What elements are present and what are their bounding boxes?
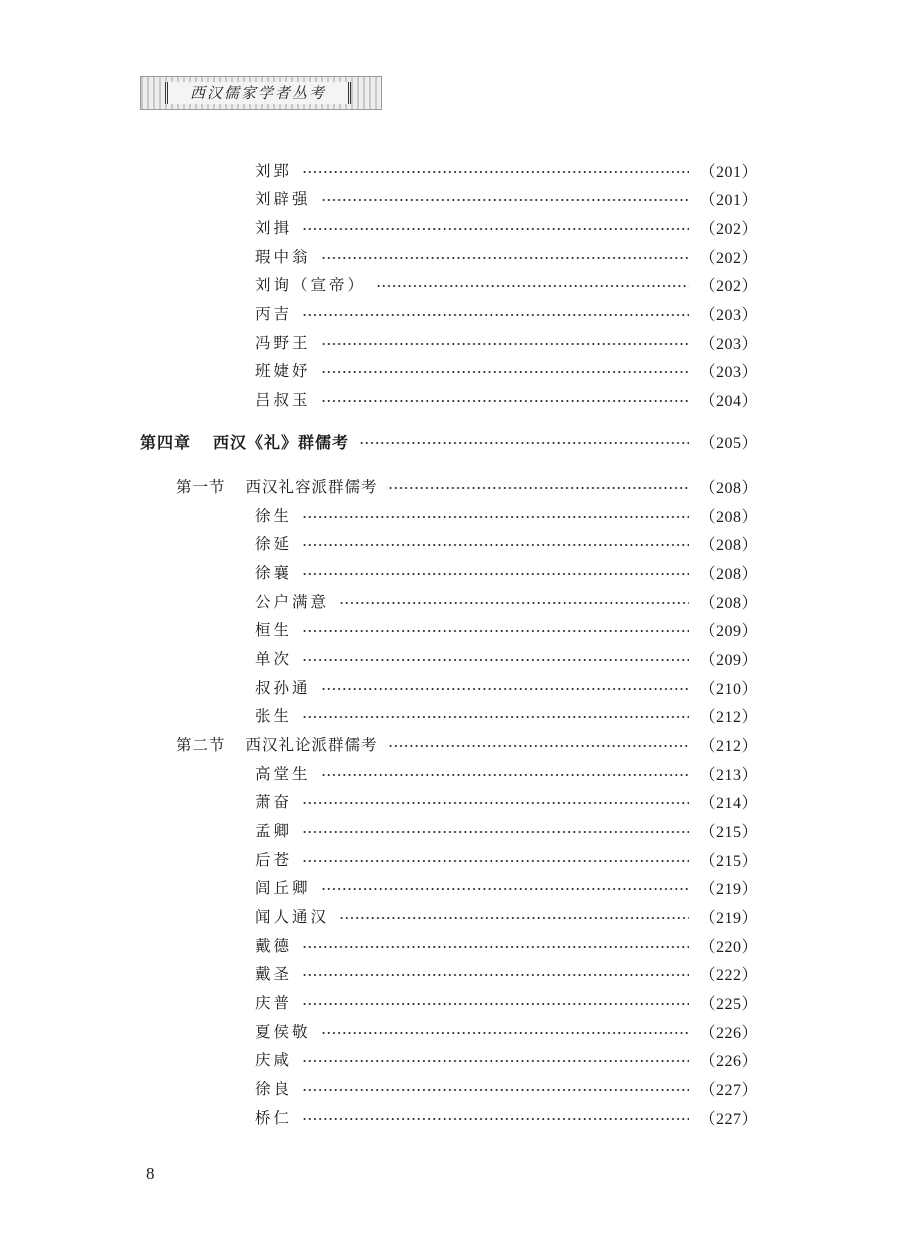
toc-entry-page: （204） — [699, 392, 758, 410]
toc-entry-page: （214） — [699, 794, 758, 812]
leader-dots — [321, 199, 690, 201]
toc-entry-page: （220） — [699, 938, 758, 956]
toc-entry[interactable] — [0, 904, 758, 928]
leader-dots — [302, 544, 689, 546]
toc-entry-name: 徐襄 — [255, 564, 293, 582]
toc-entry-name: 叔孙通 — [255, 679, 311, 697]
leader-dots — [302, 1118, 689, 1120]
toc-entry-name: 张生 — [255, 707, 293, 725]
toc-entry-page: （209） — [699, 651, 758, 669]
toc-section-heading[interactable] — [0, 474, 758, 498]
toc-entry-name: 庆普 — [255, 994, 293, 1012]
toc-entry-name: 丙吉 — [255, 305, 293, 323]
section-page: （212） — [699, 737, 758, 755]
toc-entry-name: 庆咸 — [255, 1051, 293, 1069]
toc-entry[interactable] — [0, 1047, 758, 1071]
toc-entry-page: （208） — [699, 536, 758, 554]
toc-entry-page: （219） — [699, 909, 758, 927]
leader-dots — [302, 516, 689, 518]
toc-entry-page: （209） — [699, 622, 758, 640]
toc-entry[interactable] — [0, 301, 758, 325]
leader-dots — [321, 343, 690, 345]
toc-entry-page: （201） — [699, 163, 758, 181]
leader-dots — [339, 602, 689, 604]
toc-entry-name: 闾丘卿 — [255, 879, 311, 897]
leader-dots — [388, 745, 690, 747]
leader-dots — [321, 774, 690, 776]
leader-dots — [321, 688, 690, 690]
toc-entry[interactable] — [0, 560, 758, 584]
toc-entry-page: （222） — [699, 966, 758, 984]
toc-entry-name: 公户满意 — [255, 593, 330, 611]
toc-entry-page: （226） — [699, 1052, 758, 1070]
section-page: （208） — [699, 479, 758, 497]
section-label — [176, 733, 388, 755]
toc-entry-name: 单次 — [255, 650, 293, 668]
toc-entry-name: 高堂生 — [255, 765, 311, 783]
toc-entry-name: 戴圣 — [255, 965, 293, 983]
toc-entry[interactable] — [0, 330, 758, 354]
section-title: 西汉礼容派群儒考 — [245, 478, 378, 496]
toc-entry[interactable] — [0, 244, 758, 268]
toc-entry-name: 吕叔玉 — [255, 391, 311, 409]
toc-entry-page: （203） — [699, 335, 758, 353]
leader-dots — [302, 630, 689, 632]
toc-entry-page: （215） — [699, 823, 758, 841]
toc-entry-page: （225） — [699, 995, 758, 1013]
section-number: 第一节 — [176, 478, 226, 496]
leader-dots — [302, 831, 689, 833]
leader-dots — [302, 860, 689, 862]
toc-entry-name: 班婕妤 — [255, 362, 311, 380]
toc-entry-name: 孟卿 — [255, 822, 293, 840]
leader-dots — [321, 371, 690, 373]
toc-entry[interactable] — [0, 358, 758, 382]
leader-dots — [302, 573, 689, 575]
toc-entry-name: 徐延 — [255, 535, 293, 553]
toc-entry[interactable] — [0, 503, 758, 527]
toc-entry[interactable] — [0, 1019, 758, 1043]
toc-entry-name: 刘询（宣帝） — [255, 276, 367, 294]
toc-entry-name: 冯野王 — [255, 334, 311, 352]
toc-entry-page: （226） — [699, 1024, 758, 1042]
leader-dots — [302, 974, 689, 976]
toc-entry[interactable] — [0, 789, 758, 813]
toc-section-heading[interactable] — [0, 732, 758, 756]
toc-entry[interactable] — [0, 617, 758, 641]
toc-entry[interactable] — [0, 272, 758, 296]
chapter-number: 第四章 — [140, 432, 192, 452]
toc-chapter-heading[interactable] — [0, 429, 758, 453]
toc-entry-name: 刘郢 — [255, 162, 293, 180]
toc-entry[interactable] — [0, 589, 758, 613]
toc-entry[interactable] — [0, 990, 758, 1014]
toc-entry-page: （227） — [699, 1081, 758, 1099]
toc-entry-name: 夏侯敬 — [255, 1023, 311, 1041]
leader-dots — [321, 888, 690, 890]
toc-entry-page: （208） — [699, 594, 758, 612]
leader-dots — [359, 442, 689, 444]
leader-dots — [321, 400, 690, 402]
toc-entry-name: 徐生 — [255, 507, 293, 525]
chapter-label — [140, 430, 359, 453]
leader-dots — [302, 716, 689, 718]
toc-entry-name: 桓生 — [255, 621, 293, 639]
toc-entry[interactable] — [0, 818, 758, 842]
toc-entry-page: （208） — [699, 565, 758, 583]
section-label — [176, 475, 388, 497]
leader-dots — [302, 1089, 689, 1091]
toc-entry[interactable] — [0, 847, 758, 871]
toc-entry-name: 徐良 — [255, 1080, 293, 1098]
toc-entry[interactable] — [0, 703, 758, 727]
toc-entry-name: 萧奋 — [255, 793, 293, 811]
toc-entry-page: （219） — [699, 880, 758, 898]
running-header-banner — [140, 76, 382, 110]
toc-entry-page: （201） — [699, 191, 758, 209]
toc-entry-page: （210） — [699, 680, 758, 698]
chapter-page: （205） — [699, 434, 758, 452]
section-number: 第二节 — [176, 736, 226, 754]
leader-dots — [321, 257, 690, 259]
leader-dots — [302, 946, 689, 948]
toc-entry[interactable] — [0, 387, 758, 411]
leader-dots — [376, 285, 689, 287]
toc-entry-page: （203） — [699, 363, 758, 381]
page-number: 8 — [146, 1164, 155, 1183]
toc-entry-page: （203） — [699, 306, 758, 324]
section-title: 西汉礼论派群儒考 — [245, 736, 378, 754]
toc-entry[interactable] — [0, 215, 758, 239]
toc-entry-name: 戴德 — [255, 937, 293, 955]
toc-entry[interactable] — [0, 158, 758, 182]
toc-entry-name: 刘辟强 — [255, 190, 311, 208]
toc-entry-page: （227） — [699, 1110, 758, 1128]
toc-entry-page: （202） — [699, 220, 758, 238]
leader-dots — [321, 1032, 690, 1034]
toc-entry[interactable] — [0, 646, 758, 670]
toc-entry-page: （215） — [699, 852, 758, 870]
running-title: 西汉儒家学者丛考 — [165, 82, 351, 104]
toc-entry[interactable] — [0, 675, 758, 699]
leader-dots — [339, 917, 689, 919]
leader-dots — [302, 228, 689, 230]
toc-entry-name: 后苍 — [255, 851, 293, 869]
toc-entry-page: （202） — [699, 277, 758, 295]
toc-entry-name: 桥仁 — [255, 1109, 293, 1127]
toc-entry-name: 闻人通汉 — [255, 908, 330, 926]
leader-dots — [302, 1060, 689, 1062]
leader-dots — [302, 1003, 689, 1005]
toc-entry-page: （208） — [699, 508, 758, 526]
leader-dots — [302, 171, 689, 173]
toc-entry-name: 刘揖 — [255, 219, 293, 237]
toc-entry[interactable] — [0, 961, 758, 985]
toc-entry[interactable] — [0, 1076, 758, 1100]
toc-entry-page: （202） — [699, 249, 758, 267]
chapter-title: 西汉《礼》群儒考 — [213, 432, 350, 452]
toc-entry[interactable] — [0, 186, 758, 210]
leader-dots — [302, 802, 689, 804]
toc-entry-page: （213） — [699, 766, 758, 784]
leader-dots — [302, 659, 689, 661]
toc-entry[interactable] — [0, 933, 758, 957]
leader-dots — [302, 314, 689, 316]
toc-entry[interactable] — [0, 531, 758, 555]
toc-entry[interactable] — [0, 875, 758, 899]
toc-entry-name: 瑕中翁 — [255, 248, 311, 266]
toc-entry[interactable] — [0, 1105, 758, 1129]
toc-entry-page: （212） — [699, 708, 758, 726]
toc-entry[interactable] — [0, 761, 758, 785]
leader-dots — [388, 487, 690, 489]
